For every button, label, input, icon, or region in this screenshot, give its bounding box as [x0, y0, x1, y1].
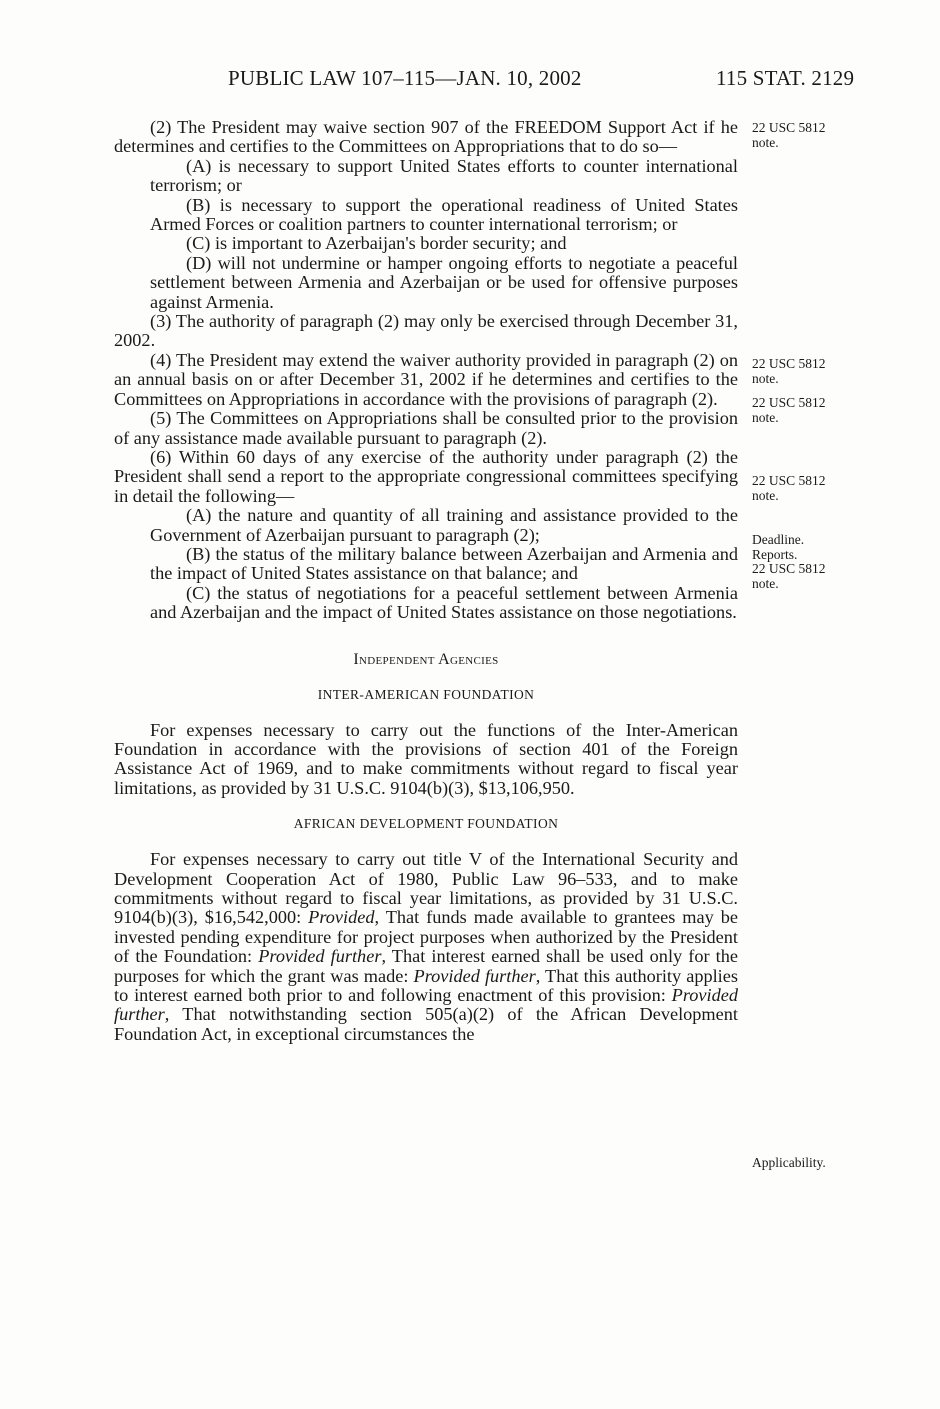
- margin-note-citation-2: 22 USC 5812 note.: [752, 356, 826, 386]
- header-stat-page: 115 STAT. 2129: [716, 66, 855, 90]
- paragraph-2b: (B) is necessary to support the operational readiness of United States Armed Forces or coalition partners to counter international terrorism; or: [150, 194, 738, 235]
- paragraph-5: (5) The Committees on Appropriations shall be consulted prior to the provision of any assistance made available pursuant to paragraph (2).: [114, 408, 738, 448]
- margin-note-citation-1: 22 USC 5812 note.: [752, 120, 826, 150]
- header-title: PUBLIC LAW 107–115—JAN. 10, 2002: [228, 66, 582, 90]
- adf-paragraph: For expenses necessary to carry out title V of the International Security and Development Cooperation Act of 1980, Public Law 96–533, and to make commitments without regard to fiscal year limitations, as provided by 31 U.S.C. 9104(b)(3), $16,542,000: Provided, That funds made available to grantees may be invested pending expenditure for project purposes when authorized by the President of the Foundation: Provided further, That interest earned shall be used only for the purposes for which the grant was made: Provided further, That this authority applies to interest earned both prior to and following enactment of this provision: Provided further, That notwithstanding section 505(a)(2) of the African Development Foundation Act, in exceptional circumstances the: [114, 849, 739, 1044]
- heading-independent-agencies: Independent Agencies: [353, 650, 499, 668]
- paragraph-2: (2) The President may waive section 907 of the FREEDOM Support Act if he determines and certifies to the Committees on Appropriations that to do so—: [114, 117, 738, 157]
- margin-note-deadline-reports: Deadline. Reports. 22 USC 5812 note.: [752, 532, 826, 591]
- margin-note-citation-3: 22 USC 5812 note.: [752, 395, 826, 425]
- paragraph-4: (4) The President may extend the waiver authority provided in paragraph (2) on an annual basis on or after December 31, 2002 if he determines and certifies to the Committees on Appropriations in accordance with the provisions of paragraph (2).: [114, 349, 738, 409]
- iaf-paragraph: For expenses necessary to carry out the functions of the Inter-American Foundation in accordance with the provisions of section 401 of the Foreign Assistance Act of 1969, and to make commitments without regard to fiscal year limitations, as provided by 31 U.S.C. 9104(b)(3), $13,106,950.: [114, 719, 738, 798]
- paragraph-6c: (C) the status of negotiations for a peaceful settlement between Armenia and Azerbaijan and the impact of United States assistance on those negotiations.: [150, 582, 738, 623]
- margin-note-applicability: Applicability.: [752, 1155, 826, 1170]
- running-header: [0, 66, 940, 94]
- paragraph-6a: (A) the nature and quantity of all training and assistance provided to the Government of Azerbaijan pursuant to paragraph (2);: [150, 505, 738, 545]
- paragraph-6b: (B) the status of the military balance between Azerbaijan and Armenia and the impact of United States assistance on that balance; and: [150, 543, 738, 584]
- main-text: [114, 118, 738, 1044]
- margin-note-citation-4: 22 USC 5812 note.: [752, 473, 826, 503]
- paragraph-2a: (A) is necessary to support United States efforts to counter international terrorism; or: [150, 155, 738, 196]
- heading-african-development-foundation: AFRICAN DEVELOPMENT FOUNDATION: [293, 816, 559, 832]
- paragraph-6: (6) Within 60 days of any exercise of the authority under paragraph (2) the President shall send a report to the appropriate congressional committees specifying in detail the following—: [114, 446, 738, 506]
- heading-inter-american-foundation: INTER-AMERICAN FOUNDATION: [317, 686, 535, 702]
- paragraph-2d: (D) will not undermine or hamper ongoing efforts to negotiate a peaceful settlement between Armenia and Azerbaijan or be used for offensive purposes against Armenia.: [150, 252, 738, 312]
- paragraph-3: (3) The authority of paragraph (2) may only be exercised through December 31, 2002.: [114, 311, 738, 351]
- paragraph-2c: (C) is important to Azerbaijan's border security; and: [186, 233, 567, 254]
